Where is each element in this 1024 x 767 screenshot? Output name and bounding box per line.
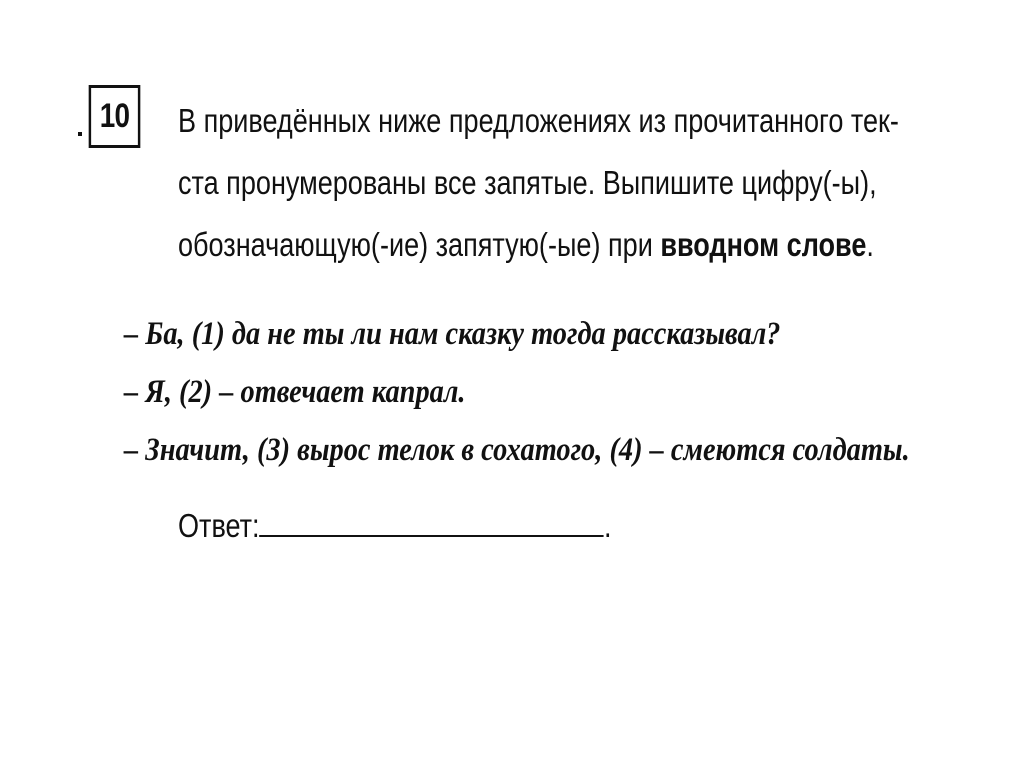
answer-suffix: .	[603, 507, 612, 544]
instruction-line-3	[178, 214, 949, 276]
instruction-line-2: ста пронумерованы все запятые. Выпишите цифру(-ы),	[178, 164, 877, 201]
task-instruction	[178, 90, 949, 276]
sentence-1: – Ба, (1) да не ты ли нам сказку тогда рассказывал?	[124, 316, 781, 352]
instruction-keyword: вводном слове	[660, 226, 867, 263]
instruction-line-3-end: .	[866, 226, 874, 263]
task-number: 10	[99, 97, 130, 135]
answer-label: Ответ:	[178, 507, 260, 544]
instruction-line-1: В приведённых ниже предложениях из прочитанного тек-	[178, 102, 899, 139]
sentence-3: – Значит, (3) вырос телок в сохатого, (4) – смеются солдаты.	[124, 432, 910, 468]
task-number-box	[89, 85, 141, 148]
instruction-line-3-text: обозначающую(-ие) запятую(-ые) при	[178, 226, 661, 263]
task-marker	[78, 132, 82, 136]
dialogue-sentences	[124, 305, 984, 479]
answer-row	[178, 505, 611, 545]
answer-blank-line[interactable]	[260, 505, 604, 537]
sentence-2: – Я, (2) – отвечает капрал.	[124, 374, 466, 410]
